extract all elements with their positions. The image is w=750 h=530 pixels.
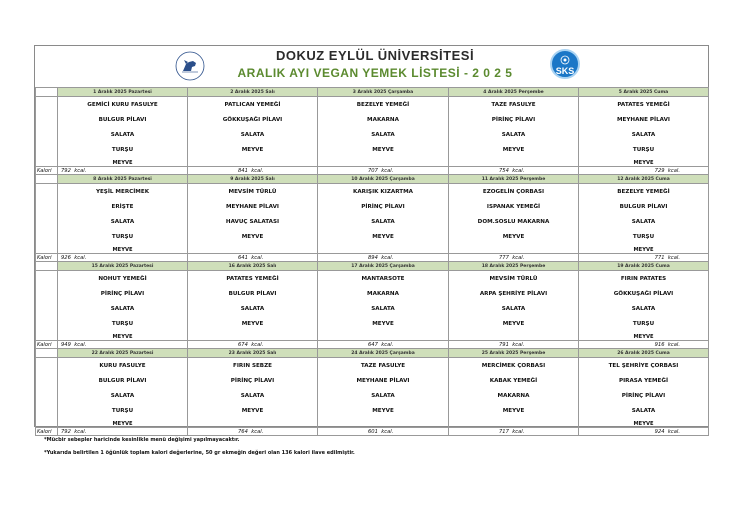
menu-item [449,331,579,341]
menu-item: TURŞU [579,142,709,157]
day-calorie [188,254,318,262]
calorie-unit: kcal. [512,341,525,348]
row-label-blank [36,301,58,316]
menu-item: MEYVE [579,331,709,341]
menu-item: SALATA [58,301,188,316]
menu-item: PİRİNÇ PİLAVI [318,199,449,214]
calorie-value: 707 [368,167,378,174]
menu-item-row [36,418,709,428]
row-label-blank [36,157,58,167]
calorie-value: 792 [61,167,71,174]
menu-item-row [36,331,709,341]
calorie-value: 641 [238,254,248,261]
row-label-blank [36,403,58,418]
menu-item: PİRİNÇ PİLAVI [449,112,579,127]
calorie-label: Kalori [36,167,58,175]
menu-item: SALATA [579,403,709,418]
week-date-row [36,349,709,358]
sks-emblem-icon [560,55,570,65]
day-calorie [449,254,579,262]
row-label-blank [36,271,58,287]
menu-item-row [36,214,709,229]
calorie-value: 916 [654,341,665,348]
week-date-row [36,262,709,271]
day-date: 1 Aralık 2025 Pazartesi [58,88,188,97]
menu-item: FIRIN SEBZE [188,358,318,374]
calorie-unit: kcal. [251,341,264,348]
day-calorie [579,428,709,436]
menu-item-row [36,199,709,214]
calorie-unit: kcal. [667,254,680,261]
day-date: 17 Aralık 2025 Çarşamba [318,262,449,271]
calorie-value: 647 [368,341,378,348]
calorie-unit: kcal. [667,341,680,348]
menu-item [188,331,318,341]
menu-item-row [36,244,709,254]
menu-item-row [36,157,709,167]
day-date: 5 Aralık 2025 Cuma [579,88,709,97]
menu-item: SALATA [318,301,449,316]
row-label-blank [36,175,58,184]
menu-item-row [36,184,709,200]
calorie-value: 764 [238,428,248,435]
menu-item [188,244,318,254]
menu-item: MANTARSOTE [318,271,449,287]
day-calorie [318,254,449,262]
menu-item-row [36,373,709,388]
menu-item: PATATES YEMEĞİ [579,97,709,113]
week-date-row [36,175,709,184]
calorie-value: 926 [61,254,71,261]
row-label-blank [36,214,58,229]
menu-item-row [36,271,709,287]
day-calorie [579,254,709,262]
menu-item [318,418,449,428]
row-label-blank [36,127,58,142]
calorie-value: 601 [368,428,378,435]
menu-item: HAVUÇ SALATASI [188,214,318,229]
menu-item-row [36,229,709,244]
day-calorie [188,341,318,349]
page-title: ARALIK AYI VEGAN YEMEK LİSTESİ - 2 0 2 5 [237,66,513,80]
menu-item: EZOGELİN ÇORBASI [449,184,579,200]
menu-item: PATATES YEMEĞİ [188,271,318,287]
menu-item: MEYVE [318,403,449,418]
row-label-blank [36,262,58,271]
menu-item: SALATA [188,301,318,316]
menu-item-row [36,403,709,418]
university-logo-icon [174,50,206,82]
day-calorie [58,167,188,175]
menu-item [188,418,318,428]
row-label-blank [36,97,58,113]
row-label-blank [36,229,58,244]
calorie-unit: kcal. [74,341,87,348]
row-label-blank [36,184,58,200]
row-label-blank [36,88,58,97]
day-calorie [318,341,449,349]
day-date: 8 Aralık 2025 Pazartesi [58,175,188,184]
menu-item: MEVSİM TÜRLÜ [188,184,318,200]
menu-item: SALATA [318,214,449,229]
menu-item: SALATA [579,127,709,142]
day-calorie [58,428,188,436]
footnotes [44,437,355,463]
row-label-blank [36,316,58,331]
menu-item: PİRİNÇ PİLAVI [188,373,318,388]
menu-item: SALATA [318,388,449,403]
menu-item: SALATA [449,301,579,316]
calorie-value: 792 [61,428,71,435]
week-date-row [36,88,709,97]
menu-item [449,418,579,428]
menu-item: TURŞU [579,229,709,244]
menu-item: TURŞU [579,316,709,331]
menu-item: MEYVE [449,316,579,331]
day-calorie [449,428,579,436]
calorie-value: 754 [499,167,509,174]
calorie-unit: kcal. [74,167,87,174]
menu-item-row [36,142,709,157]
day-date: 24 Aralık 2025 Çarşamba [318,349,449,358]
calorie-unit: kcal. [381,167,394,174]
menu-item: MEYHANE PİLAVI [188,199,318,214]
row-label-blank [36,199,58,214]
menu-item-row [36,301,709,316]
menu-item: MEYVE [449,142,579,157]
calorie-unit: kcal. [74,254,87,261]
menu-sheet [34,45,709,435]
menu-item-row [36,97,709,113]
menu-item: TURŞU [58,229,188,244]
menu-item: PIRASA YEMEĞİ [579,373,709,388]
menu-item: NOHUT YEMEĞİ [58,271,188,287]
row-label-blank [36,418,58,428]
calorie-unit: kcal. [381,254,394,261]
calorie-unit: kcal. [512,254,525,261]
menu-item [318,244,449,254]
calorie-unit: kcal. [512,167,525,174]
row-label-blank [36,112,58,127]
menu-item: MEYVE [58,331,188,341]
menu-item: BEZELYE YEMEĞİ [579,184,709,200]
menu-item: MERCİMEK ÇORBASI [449,358,579,374]
menu-item: MEYHANE PİLAVI [318,373,449,388]
calorie-row [36,428,709,436]
menu-item: MEYVE [318,229,449,244]
menu-item: GÖKKUŞAĞI PİLAVI [188,112,318,127]
menu-item: MEYVE [188,403,318,418]
calorie-value: 949 [61,341,71,348]
menu-item: MAKARNA [318,286,449,301]
calorie-value: 729 [654,167,665,174]
menu-item: TEL ŞEHRİYE ÇORBASI [579,358,709,374]
menu-item: MEYHANE PİLAVI [579,112,709,127]
menu-item: SALATA [58,127,188,142]
menu-item-row [36,112,709,127]
menu-item: MEYVE [188,142,318,157]
calorie-unit: kcal. [381,428,394,435]
day-date: 10 Aralık 2025 Çarşamba [318,175,449,184]
day-calorie [318,167,449,175]
menu-item-row [36,388,709,403]
menu-item: MEYVE [318,316,449,331]
menu-item-row [36,358,709,374]
menu-item: SALATA [318,127,449,142]
menu-item: GEMİCİ KURU FASULYE [58,97,188,113]
menu-item: MEYVE [318,142,449,157]
day-date: 26 Aralık 2025 Cuma [579,349,709,358]
menu-item: MAKARNA [449,388,579,403]
menu-item: MEYVE [58,157,188,167]
menu-item: MEYVE [579,244,709,254]
calorie-unit: kcal. [251,428,264,435]
day-date: 12 Aralık 2025 Cuma [579,175,709,184]
menu-item: DOM.SOSLU MAKARNA [449,214,579,229]
calorie-value: 717 [499,428,509,435]
day-calorie [579,341,709,349]
menu-item: BULGUR PİLAVI [579,199,709,214]
day-date: 16 Aralık 2025 Salı [188,262,318,271]
menu-item: YEŞİL MERCİMEK [58,184,188,200]
menu-item: TURŞU [58,316,188,331]
menu-item: MEYVE [579,418,709,428]
menu-item [188,157,318,167]
menu-item: PİRİNÇ PİLAVI [58,286,188,301]
calorie-value: 924 [654,428,665,435]
calorie-row [36,254,709,262]
calorie-row [36,167,709,175]
day-date: 3 Aralık 2025 Çarşamba [318,88,449,97]
menu-item: KABAK YEMEĞİ [449,373,579,388]
menu-item: MEYVE [579,157,709,167]
row-label-blank [36,373,58,388]
calorie-unit: kcal. [251,167,264,174]
menu-item: FIRIN PATATES [579,271,709,287]
footnote-menu-change: *Mücbir sebepler haricinde kesinlikle menü değişimi yapılmayacaktır. [44,437,240,443]
menu-item [318,157,449,167]
day-calorie [188,428,318,436]
day-calorie [449,167,579,175]
row-label-blank [36,286,58,301]
row-label-blank [36,331,58,341]
row-label-blank [36,244,58,254]
sks-logo-icon [550,49,580,79]
row-label-blank [36,142,58,157]
day-calorie [449,341,579,349]
menu-item: KARIŞIK KIZARTMA [318,184,449,200]
day-date: 18 Aralık 2025 Perşembe [449,262,579,271]
day-date: 25 Aralık 2025 Perşembe [449,349,579,358]
menu-item: MEYVE [188,229,318,244]
calorie-label: Kalori [36,254,58,262]
menu-item: SALATA [58,388,188,403]
menu-item: MEYVE [449,229,579,244]
menu-item [449,244,579,254]
menu-item: TURŞU [58,142,188,157]
menu-item-row [36,286,709,301]
row-label-blank [36,358,58,374]
calorie-unit: kcal. [251,254,264,261]
calorie-value: 841 [238,167,248,174]
calorie-label: Kalori [36,341,58,349]
calorie-value: 674 [238,341,248,348]
calorie-value: 791 [499,341,509,348]
menu-item: SALATA [579,214,709,229]
university-name: DOKUZ EYLÜL ÜNİVERSİTESİ [275,48,475,63]
day-calorie [188,167,318,175]
calorie-unit: kcal. [74,428,87,435]
menu-table [35,87,709,436]
menu-item: MEYVE [58,244,188,254]
menu-item: SALATA [579,301,709,316]
menu-item: PATLICAN YEMEĞİ [188,97,318,113]
calorie-unit: kcal. [667,428,680,435]
calorie-unit: kcal. [667,167,680,174]
day-date: 4 Aralık 2025 Perşembe [449,88,579,97]
day-calorie [318,428,449,436]
menu-item: ISPANAK YEMEĞİ [449,199,579,214]
calorie-unit: kcal. [381,341,394,348]
menu-item: SALATA [188,127,318,142]
day-calorie [58,341,188,349]
day-date: 15 Aralık 2025 Pazartesi [58,262,188,271]
day-date: 9 Aralık 2025 Salı [188,175,318,184]
menu-item-row [36,316,709,331]
menu-item: BULGUR PİLAVI [188,286,318,301]
menu-item: BULGUR PİLAVI [58,112,188,127]
day-date: 22 Aralık 2025 Pazartesi [58,349,188,358]
menu-item: BULGUR PİLAVI [58,373,188,388]
menu-item-row [36,127,709,142]
calorie-value: 777 [499,254,509,261]
calorie-value: 771 [654,254,665,261]
menu-item: MEYVE [188,316,318,331]
calorie-value: 894 [368,254,378,261]
menu-item [449,157,579,167]
menu-item: PİRİNÇ PİLAVI [579,388,709,403]
menu-item: MEVSİM TÜRLÜ [449,271,579,287]
calorie-label: Kalori [36,428,58,436]
menu-item: MEYVE [58,418,188,428]
day-calorie [58,254,188,262]
menu-item: ERİŞTE [58,199,188,214]
menu-item: KURU FASULYE [58,358,188,374]
menu-item: BEZELYE YEMEĞİ [318,97,449,113]
footnote-calorie: *Yukarıda belirtilen 1 öğünlük toplam kalori değerlerine, 50 gr ekmeğin değeri olan 136 kalori ilave edilmiştir. [44,450,355,456]
menu-item: SALATA [58,214,188,229]
menu-item [318,331,449,341]
row-label-blank [36,388,58,403]
menu-item: GÖKKUŞAĞI PİLAVI [579,286,709,301]
menu-item: MEYVE [449,403,579,418]
day-date: 23 Aralık 2025 Salı [188,349,318,358]
header [35,46,708,86]
menu-item: TAZE FASULYE [318,358,449,374]
calorie-row [36,341,709,349]
day-date: 11 Aralık 2025 Perşembe [449,175,579,184]
day-date: 19 Aralık 2025 Cuma [579,262,709,271]
menu-item: TAZE FASULYE [449,97,579,113]
row-label-blank [36,349,58,358]
menu-item: SALATA [449,127,579,142]
sks-logo-text: SKS [555,66,575,76]
menu-item: TURŞU [58,403,188,418]
day-calorie [579,167,709,175]
menu-item: ARPA ŞEHRİYE PİLAVI [449,286,579,301]
day-date: 2 Aralık 2025 Salı [188,88,318,97]
calorie-unit: kcal. [512,428,525,435]
menu-item: SALATA [188,388,318,403]
menu-item: MAKARNA [318,112,449,127]
